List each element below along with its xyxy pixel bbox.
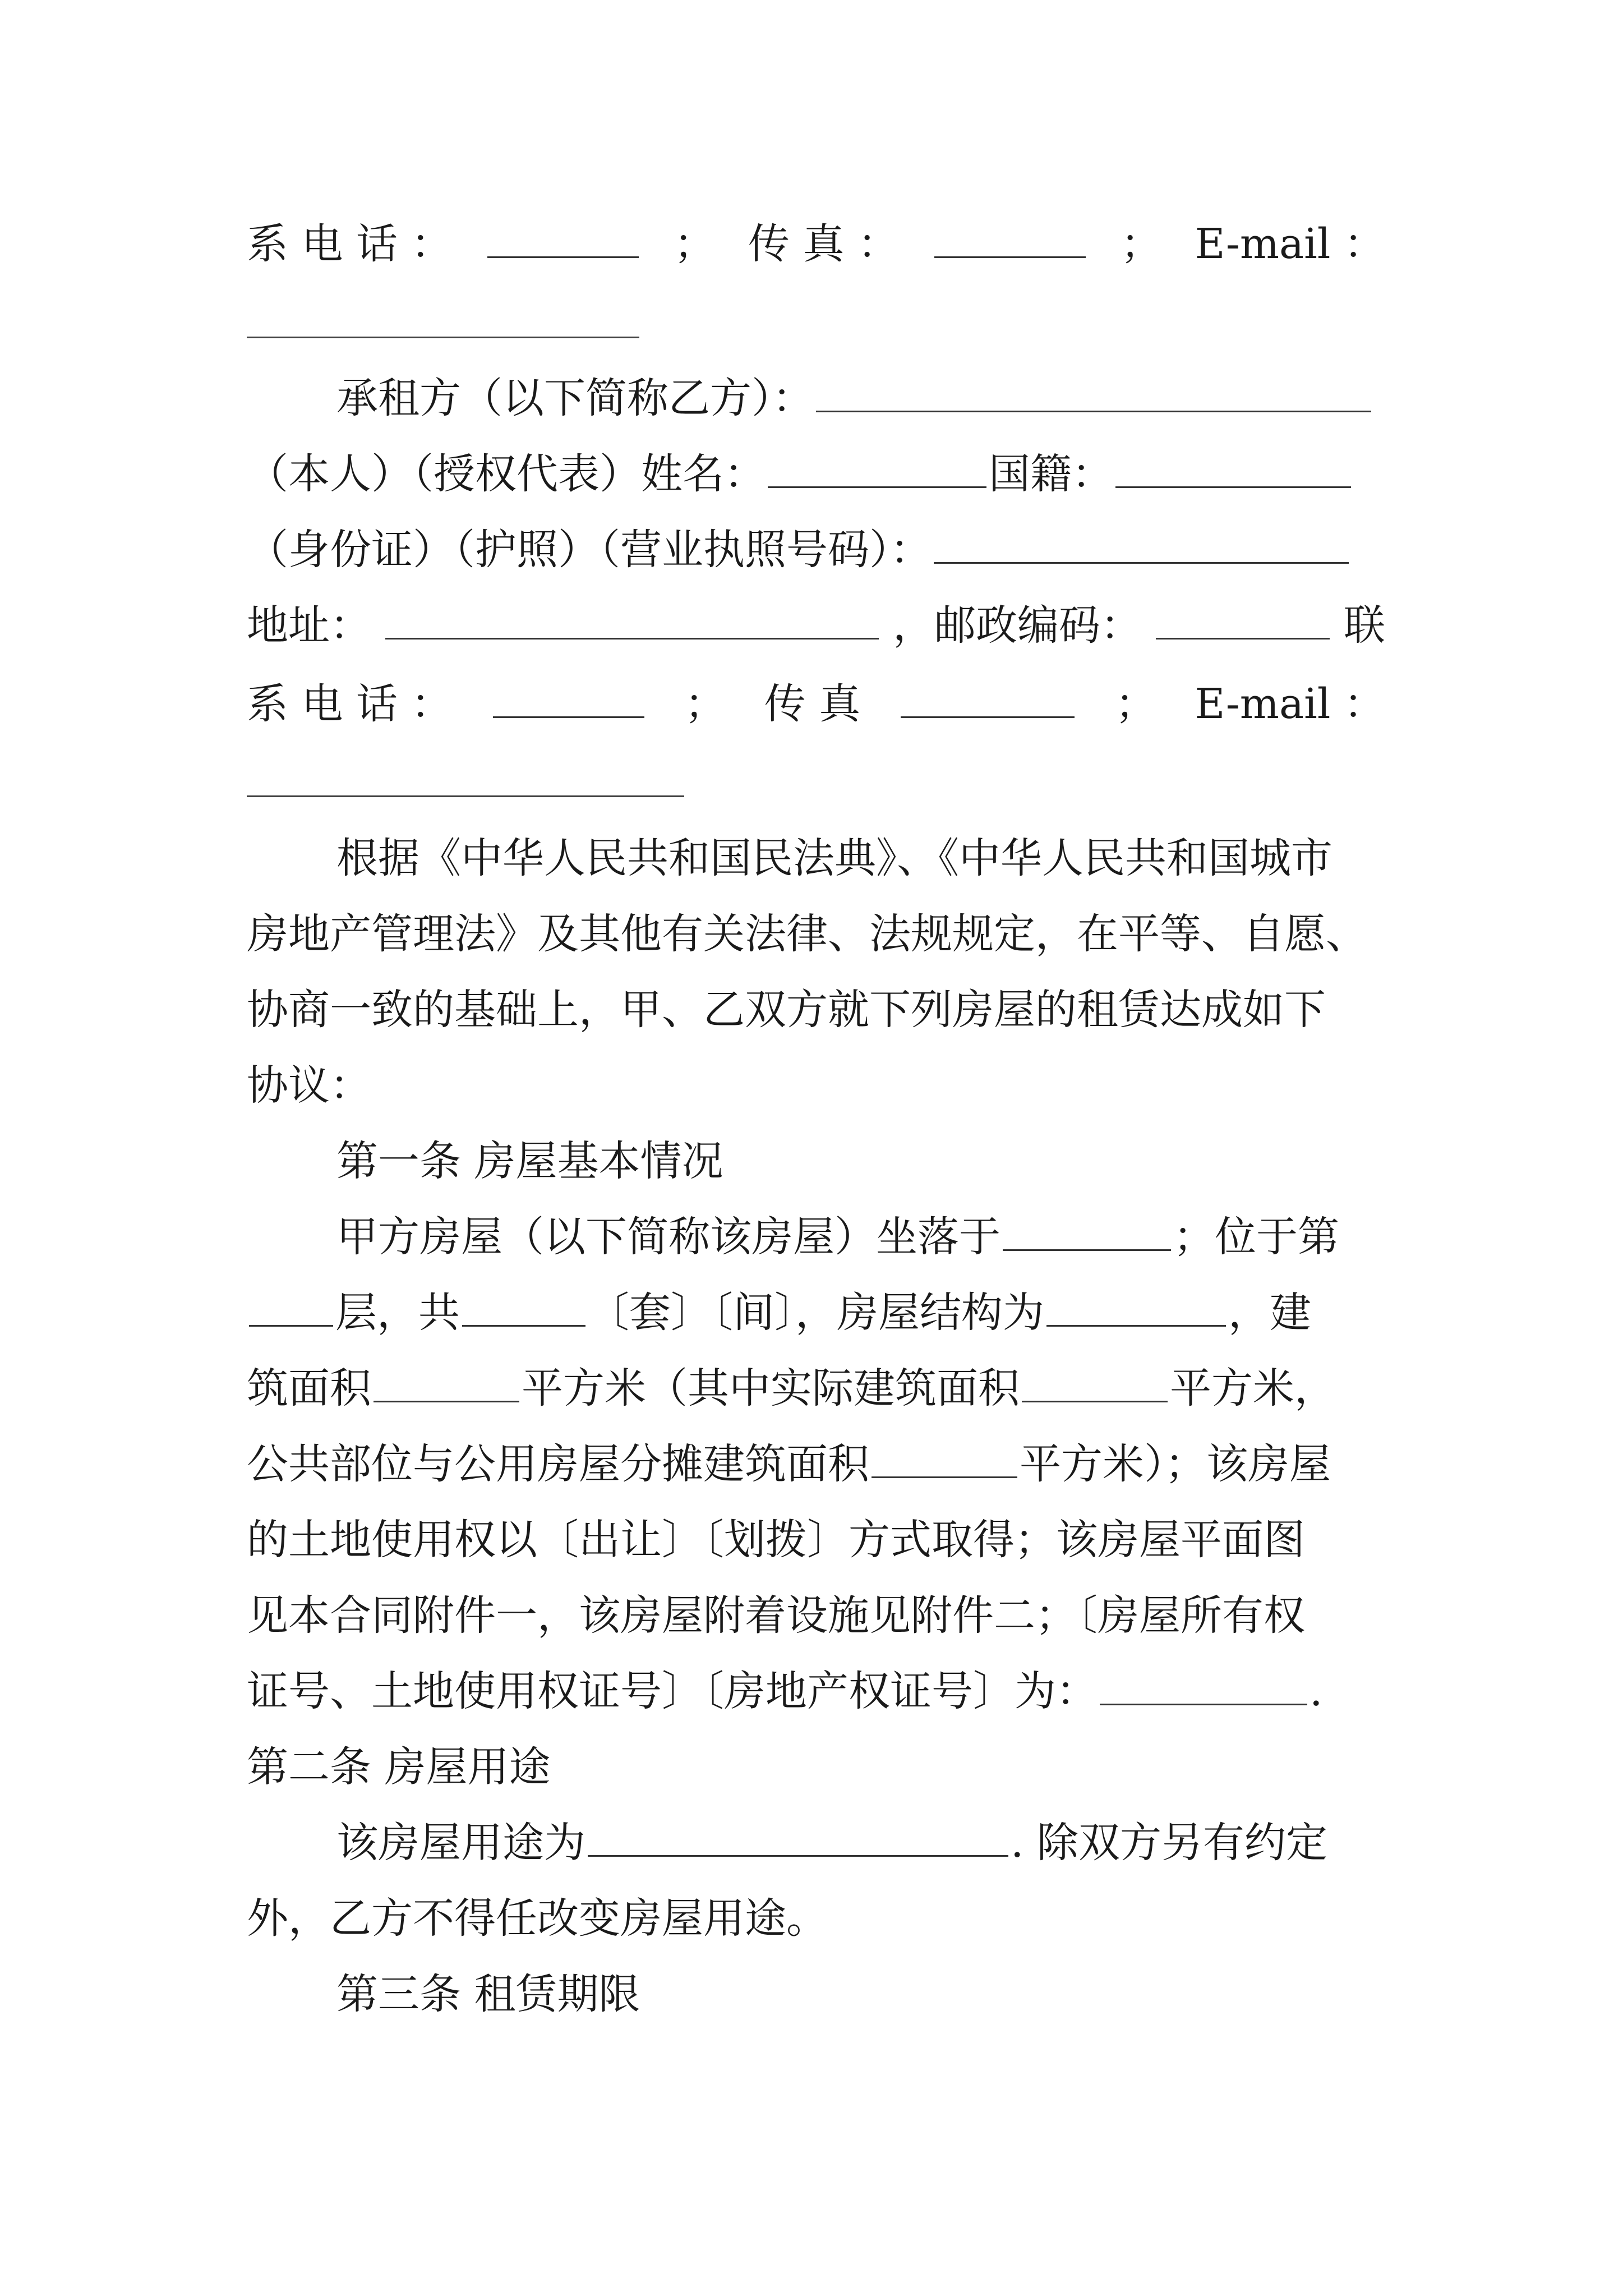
preamble-line-1: 根据《中华人民共和国民法典》、《中华人民共和国城市 <box>336 834 1332 882</box>
floor-blank <box>249 1291 333 1327</box>
semicolon: ； <box>684 680 726 728</box>
postal-label: ，邮政编码： <box>893 601 1142 650</box>
text-segment: ；位于第 <box>1173 1213 1339 1261</box>
article-2-line-1 <box>336 1815 1385 1871</box>
nationality-blank <box>1115 453 1351 488</box>
preamble-line-2: 房地产管理法》及其他有关法律、法规规定，在平等、自愿、 <box>247 910 1367 958</box>
text-segment: . <box>1310 1667 1323 1715</box>
party-b-name-blank <box>816 377 1371 412</box>
location-blank <box>1003 1216 1171 1251</box>
structure-blank <box>1046 1291 1226 1327</box>
party-b-id-line <box>247 522 1385 578</box>
phone-label: 系 电 话 ： <box>247 680 453 728</box>
text-segment: 证号、土地使用权证号〕〔房地产权证号〕为： <box>247 1667 1098 1715</box>
usage-blank <box>588 1821 1008 1857</box>
phone-blank <box>487 223 639 258</box>
fax-blank <box>934 223 1086 258</box>
postal-blank <box>1156 604 1330 639</box>
text-segment: ，建 <box>1228 1289 1311 1337</box>
count-blank <box>462 1291 585 1327</box>
fax-label: 传 真 ： <box>748 220 900 268</box>
article-2-title: 第二条 房屋用途 <box>247 1743 551 1791</box>
shared-area-blank <box>872 1443 1017 1478</box>
id-blank <box>934 528 1349 564</box>
article-2-line-2: 外，乙方不得任改变房屋用途。 <box>247 1894 828 1943</box>
text-segment: 平方米）；该房屋 <box>1020 1440 1331 1488</box>
article-1-line-1 <box>336 1209 1385 1265</box>
fax-blank <box>901 683 1075 718</box>
name-label: （本人）（授权代表）姓名： <box>247 450 766 498</box>
phone-blank <box>493 683 644 718</box>
party-b-contact-line <box>247 676 1385 732</box>
semicolon: ； <box>674 220 716 268</box>
article-1-line-6: 见本合同附件一，该房屋附着设施见附件二；〔房屋所有权 <box>247 1591 1305 1640</box>
text-segment: 筑面积 <box>247 1364 371 1412</box>
semicolon: ； <box>1115 680 1157 728</box>
party-b-title: 承租方（以下简称乙方）： <box>336 374 814 422</box>
id-label: （身份证）（护照）（营业执照号码）： <box>247 526 932 574</box>
preamble-line-4: 协议： <box>247 1061 371 1110</box>
text-segment: 〔套〕〔间〕，房屋结构为 <box>588 1289 1044 1337</box>
phone-label: 系 电 话 ： <box>247 220 453 268</box>
party-b-address-line <box>247 597 1385 654</box>
party-b-name-line <box>247 446 1385 502</box>
article-1-line-7 <box>247 1663 1385 1719</box>
text-segment: 平方米（其中实际建筑面积 <box>522 1364 1020 1412</box>
text-segment: 该房屋用途为 <box>336 1819 585 1867</box>
semicolon: ； <box>1120 220 1162 268</box>
email-label: E-mail ： <box>1195 220 1385 268</box>
text-segment: 层，共 <box>335 1289 460 1337</box>
text-segment: 公共部位与公用房屋分摊建筑面积 <box>247 1440 869 1488</box>
preamble-line-3: 协商一致的基础上，甲、乙双方就下列房屋的租赁达成如下 <box>247 986 1326 1034</box>
party-a-contact-line <box>247 216 1385 272</box>
article-1-line-3 <box>247 1360 1385 1416</box>
area-blank <box>374 1367 519 1402</box>
text-segment: 平方米， <box>1170 1364 1336 1412</box>
address-blank <box>385 604 879 639</box>
email-label: E-mail ： <box>1195 680 1385 728</box>
text-segment: . 除双方另有约定 <box>1011 1819 1328 1867</box>
email-blank <box>247 795 684 797</box>
party-b-title-line <box>336 370 1385 426</box>
address-label: 地址： <box>247 601 371 650</box>
article-3-title: 第三条 租赁期限 <box>336 1970 640 2018</box>
certificate-blank <box>1100 1670 1307 1705</box>
article-1-line-5: 的土地使用权以〔出让〕〔划拨〕方式取得；该房屋平面图 <box>247 1516 1305 1564</box>
nationality-label: 国籍： <box>989 450 1113 498</box>
article-1-line-2 <box>247 1285 1385 1341</box>
text-segment: 甲方房屋（以下简称该房屋）坐落于 <box>336 1213 1000 1261</box>
article-1-title: 第一条 房屋基本情况 <box>336 1137 723 1185</box>
fax-label: 传 真 <box>764 680 861 728</box>
contact-prefix: 联 <box>1344 601 1385 650</box>
article-1-line-4 <box>247 1436 1385 1492</box>
email-blank <box>247 337 639 338</box>
name-blank <box>768 453 986 488</box>
actual-area-blank <box>1022 1367 1168 1402</box>
